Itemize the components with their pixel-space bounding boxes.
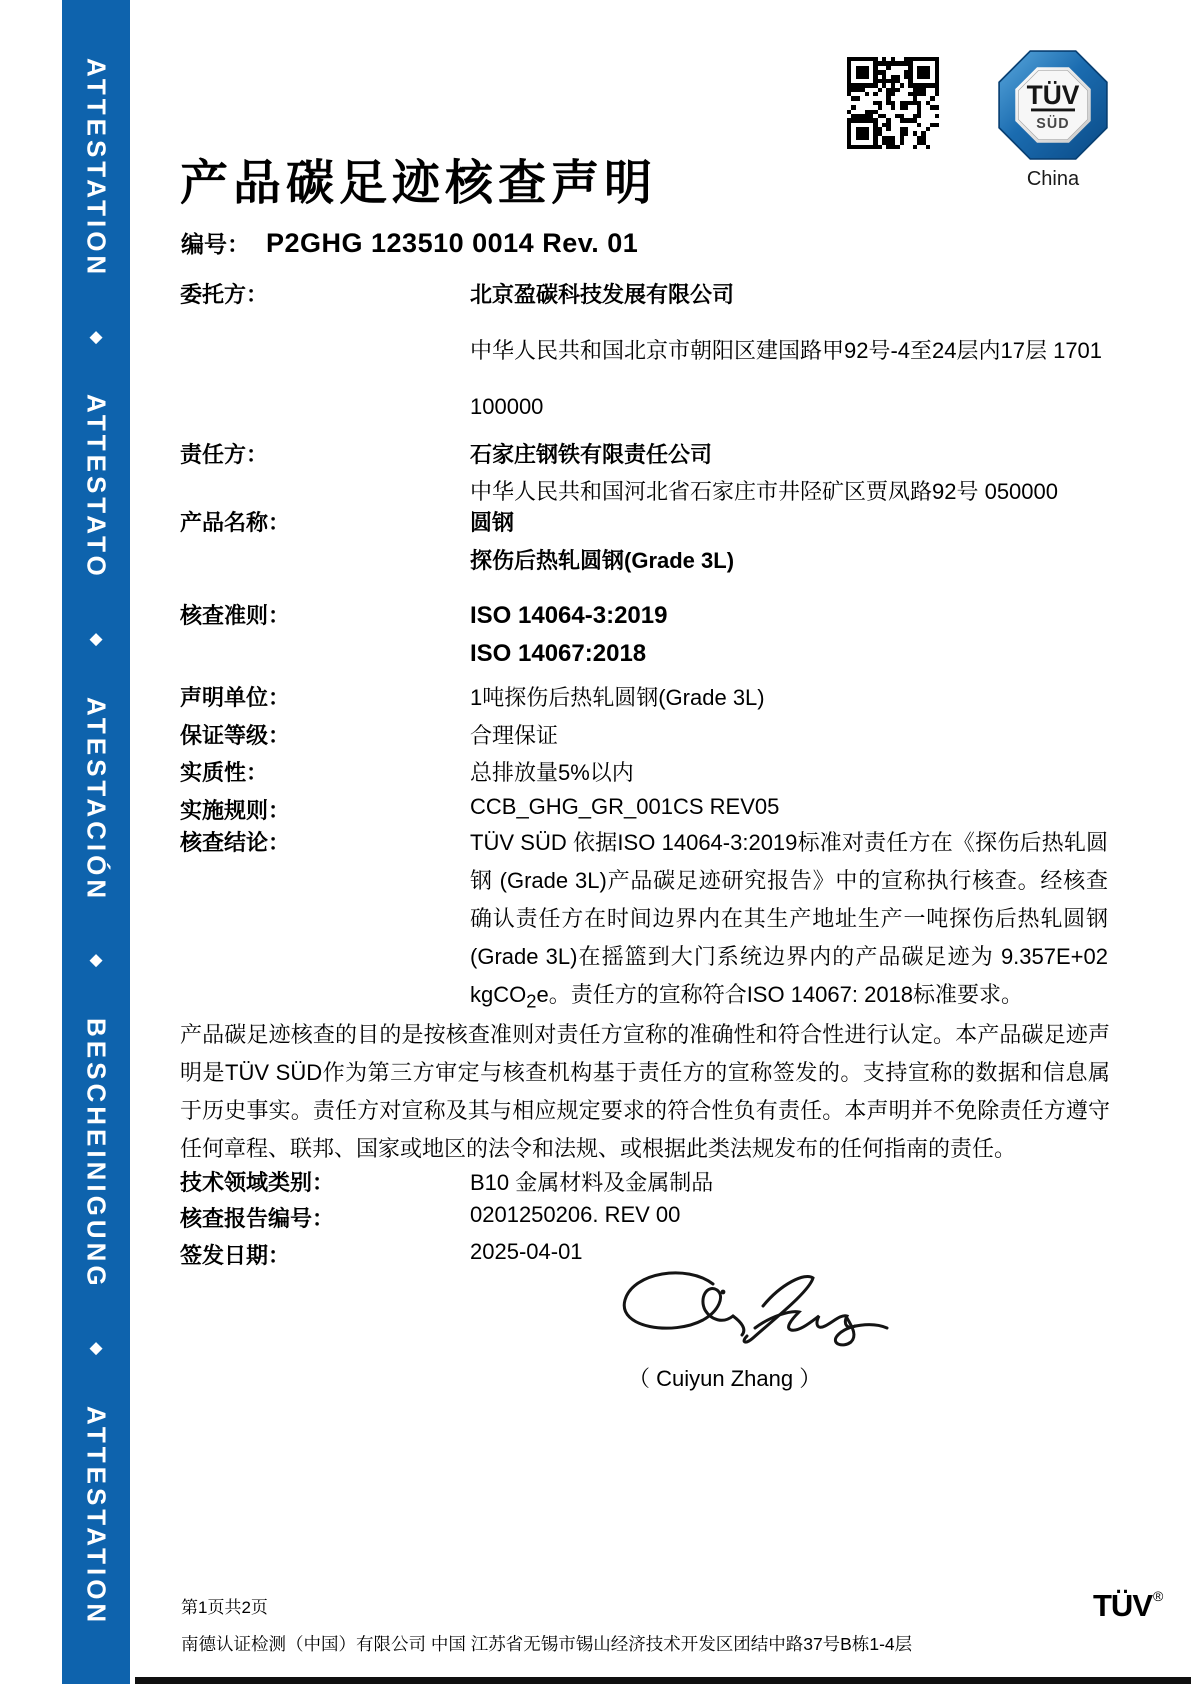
responsible-address: 中华人民共和国河北省石家庄市井陉矿区贾凤路92号 050000 <box>470 479 1058 504</box>
co2-subscript: 2 <box>526 990 537 1012</box>
field-row-declared-unit <box>180 681 1108 712</box>
diamond-icon: ◆ <box>89 950 103 970</box>
client-address-line2: 100000 <box>470 394 544 419</box>
tuv-sud-logo <box>997 50 1109 191</box>
bottom-edge-bar <box>135 1677 1191 1684</box>
footer-tuv-mark <box>1093 1588 1161 1624</box>
field-row-tech-area <box>180 1166 1108 1197</box>
diamond-icon: ◆ <box>89 628 103 648</box>
conclusion-text <box>470 824 1108 1020</box>
field-row-materiality <box>180 756 1108 787</box>
page-title: 产品碳足迹核查声明 <box>180 157 658 210</box>
field-row-product <box>180 504 1108 580</box>
field-label: 产品名称： <box>180 510 291 535</box>
criteria-line1: ISO 14064-3:2019 <box>470 602 668 629</box>
sidebar-word-attestation-en-top: ATTESTATION <box>81 58 112 279</box>
field-label: 实质性： <box>180 760 269 785</box>
conclusion-text-main: TÜV SÜD 依据ISO 14064-3:2019标准对责任方在《探伤后热轧圆钢 (Grade 3L)产品碳足迹研究报告》中的宣称执行核查。经核查确认责任方在时间边界内在其生产地址生产一吨探伤后热轧圆钢(Grade 3L)在摇篮到大门系统边界内的产品碳足迹为 9.357E+02 kgCO <box>470 830 1108 1007</box>
field-row-conclusion <box>180 824 1108 1020</box>
footer-tuv-text: TÜV <box>1093 1588 1152 1623</box>
report-number-value: 0201250206. REV 00 <box>470 1202 681 1227</box>
certificate-number-row <box>181 226 638 259</box>
field-label: 委托方： <box>180 282 269 307</box>
field-label: 核查结论： <box>180 830 291 855</box>
field-label: 技术领域类别： <box>180 1170 335 1195</box>
certificate-number-label: 编号： <box>181 231 250 257</box>
registered-trademark-icon: ® <box>1153 1587 1163 1604</box>
sidebar-word-bescheinigung-de: BESCHEINIGUNG <box>81 1017 112 1290</box>
assurance-value: 合理保证 <box>470 723 559 748</box>
sidebar-word-atestacion-es: ATESTACIÓN <box>81 696 112 902</box>
logo-sud-text: SÜD <box>1036 116 1070 133</box>
field-row-responsible <box>180 436 1108 510</box>
field-row-client <box>180 267 1108 435</box>
rules-value: CCB_GHG_GR_001CS REV05 <box>470 794 780 819</box>
attestation-side-band <box>62 0 130 1684</box>
field-label: 核查报告编号： <box>180 1206 335 1231</box>
logo-tuv-text: TÜV <box>1026 79 1080 110</box>
field-label: 保证等级： <box>180 723 291 748</box>
field-label: 实施规则： <box>180 798 291 823</box>
sidebar-word-attestation-fr-bottom: ATTESTATION <box>81 1405 112 1626</box>
page-number: 第1页共2页 <box>181 1598 268 1617</box>
diamond-icon: ◆ <box>89 326 103 346</box>
conclusion-text-tail: e。责任方的宣称符合ISO 14067: 2018标准要求。 <box>536 982 1024 1007</box>
product-line1: 圆钢 <box>470 510 515 535</box>
field-label: 声明单位： <box>180 685 291 710</box>
diamond-icon: ◆ <box>89 1338 103 1358</box>
field-row-criteria <box>180 597 1108 673</box>
declared-unit-value: 1吨探伤后热轧圆钢(Grade 3L) <box>470 685 765 710</box>
field-row-report-number <box>180 1202 1108 1233</box>
field-label: 责任方： <box>180 442 269 467</box>
qr-code <box>847 57 939 149</box>
handwritten-signature <box>595 1262 895 1362</box>
responsible-name: 石家庄钢铁有限责任公司 <box>470 442 713 467</box>
sidebar-word-attestato-it: ATTESTATO <box>81 394 112 581</box>
field-row-rules <box>180 794 1108 825</box>
purpose-statement-paragraph: 产品碳足迹核查的目的是按核查准则对责任方宣称的准确性和符合性进行认定。本产品碳足迹声明是TÜV SÜD作为第三方审定与核查机构基于责任方的宣称签发的。支持宣称的数据和信息属于历史事实。责任方对宣称及其与相应规定要求的符合性负有责任。本声明并不免除责任方遵守任何章程、联邦、国家或地区的法令和法规、或根据此类法规发布的任何指南的责任。 <box>180 1022 1110 1161</box>
logo-country-label: China <box>1026 168 1080 190</box>
materiality-value: 总排放量5%以内 <box>470 760 634 785</box>
product-line2: 探伤后热轧圆钢(Grade 3L) <box>470 548 735 573</box>
field-label: 签发日期： <box>180 1243 291 1268</box>
client-address-line1: 中华人民共和国北京市朝阳区建国路甲92号-4至24层内17层 1701 <box>470 338 1103 363</box>
tuv-sud-octagon-icon <box>998 50 1108 160</box>
issuer-address: 南德认证检测（中国）有限公司 中国 江苏省无锡市锡山经济技术开发区团结中路37号B栋1-4层 <box>181 1634 913 1654</box>
criteria-line2: ISO 14067:2018 <box>470 640 647 667</box>
signatory-name: （ Cuiyun Zhang ） <box>628 1366 822 1391</box>
field-row-assurance <box>180 719 1108 750</box>
client-name: 北京盈碳科技发展有限公司 <box>470 282 735 307</box>
field-label: 核查准则： <box>180 603 291 628</box>
issue-date-value: 2025-04-01 <box>470 1239 583 1264</box>
certificate-number-value: P2GHG 123510 0014 Rev. 01 <box>266 228 639 258</box>
tech-area-value: B10 金属材料及金属制品 <box>470 1170 714 1195</box>
